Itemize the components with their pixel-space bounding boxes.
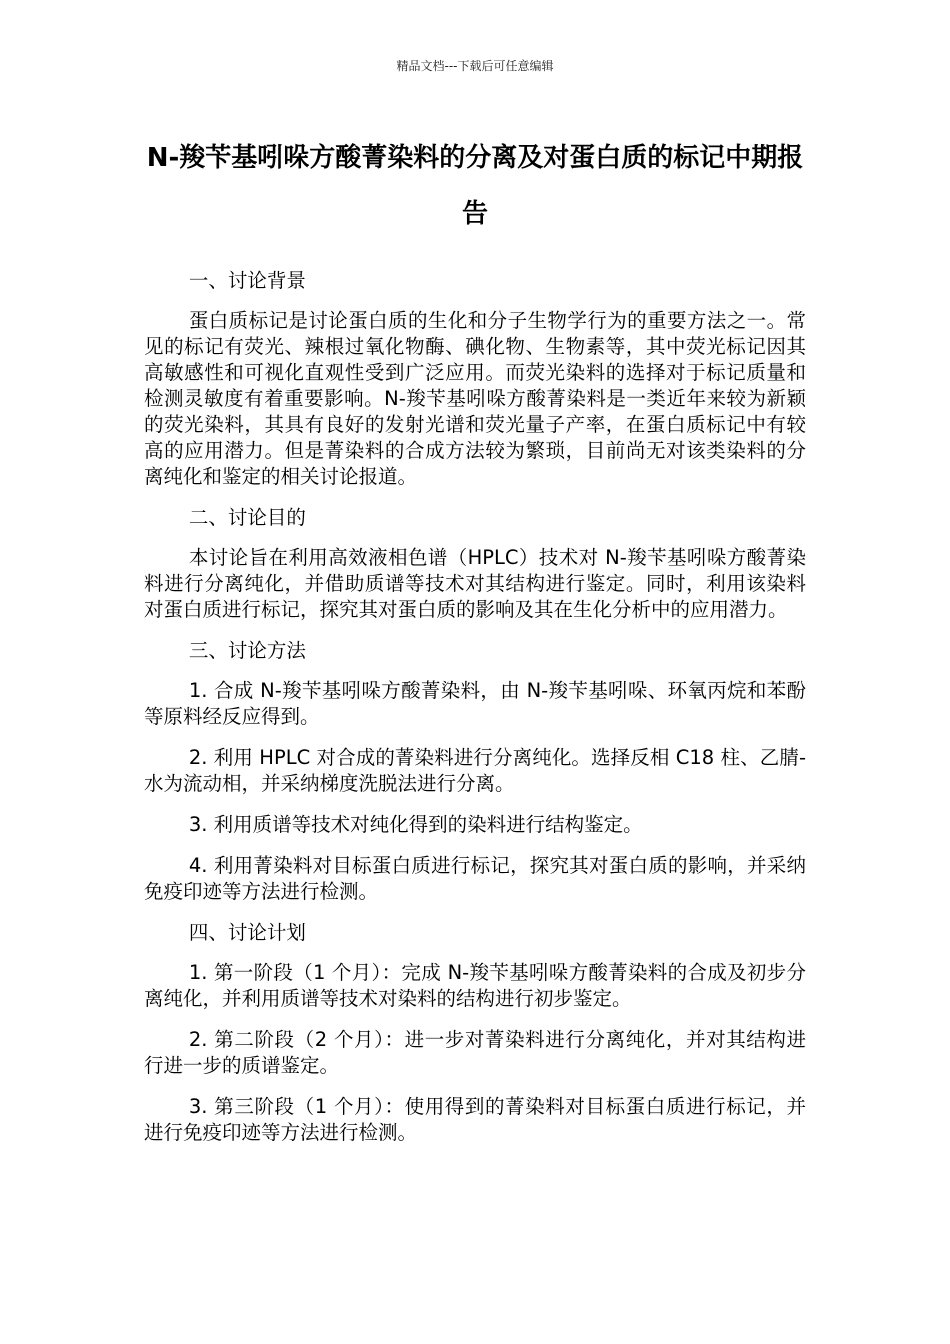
method-item: 2. 利用 HPLC 对合成的菁染料进行分离纯化。选择反相 C18 柱、乙腈-水为流动相，并采纳梯度洗脱法进行分离。 (144, 746, 806, 795)
method-item: 3. 利用质谱等技术对纯化得到的染料进行结构鉴定。 (188, 813, 643, 836)
document-title: N-羧苄基吲哚方酸菁染料的分离及对蛋白质的标记中期报告 (146, 143, 804, 229)
paragraph-background: 蛋白质标记是讨论蛋白质的生化和分子生物学行为的重要方法之一。常见的标记有荧光、辣根过氧化物酶、碘化物、生物素等，其中荧光标记因其高敏感性和可视化直观性受到广泛应用。而荧光染料的选择对于标记质量和检测灵敏度有着重要影响。N-羧苄基吲哚方酸菁染料是一类近年来较为新颖的荧光染料，其具有良好的发射光谱和荧光量子产率，在蛋白质标记中有较高的应用潜力。但是菁染料的合成方法较为繁琐，目前尚无对该类染料的分离纯化和鉴定的相关讨论报道。 (144, 309, 806, 488)
section-heading-purpose: 二、讨论目的 (188, 506, 306, 529)
header-note: 精品文档---下载后可任意编辑 (396, 59, 554, 73)
method-item: 4. 利用菁染料对目标蛋白质进行标记，探究其对蛋白质的影响，并采纳免疫印迹等方法进行检测。 (144, 854, 806, 903)
plan-item: 3. 第三阶段（1 个月）：使用得到的菁染料对目标蛋白质进行标记，并进行免疫印迹等方法进行检测。 (144, 1095, 806, 1144)
paragraph-purpose: 本讨论旨在利用高效液相色谱（HPLC）技术对 N-羧苄基吲哚方酸菁染料进行分离纯化，并借助质谱等技术对其结构进行鉴定。同时，利用该染料对蛋白质进行标记，探究其对蛋白质的影响及其在生化分析中的应用潜力。 (144, 546, 806, 621)
section-heading-plan: 四、讨论计划 (188, 921, 306, 944)
method-item: 1. 合成 N-羧苄基吲哚方酸菁染料，由 N-羧苄基吲哚、环氧丙烷和苯酚等原料经反应得到。 (144, 679, 806, 728)
plan-item: 1. 第一阶段（1 个月）：完成 N-羧苄基吲哚方酸菁染料的合成及初步分离纯化，并利用质谱等技术对染料的结构进行初步鉴定。 (144, 961, 806, 1010)
plan-item: 2. 第二阶段（2 个月）：进一步对菁染料进行分离纯化，并对其结构进行进一步的质谱鉴定。 (144, 1028, 806, 1077)
section-heading-methods: 三、讨论方法 (188, 639, 306, 662)
section-heading-background: 一、讨论背景 (188, 269, 306, 292)
document-body (144, 268, 806, 1161)
